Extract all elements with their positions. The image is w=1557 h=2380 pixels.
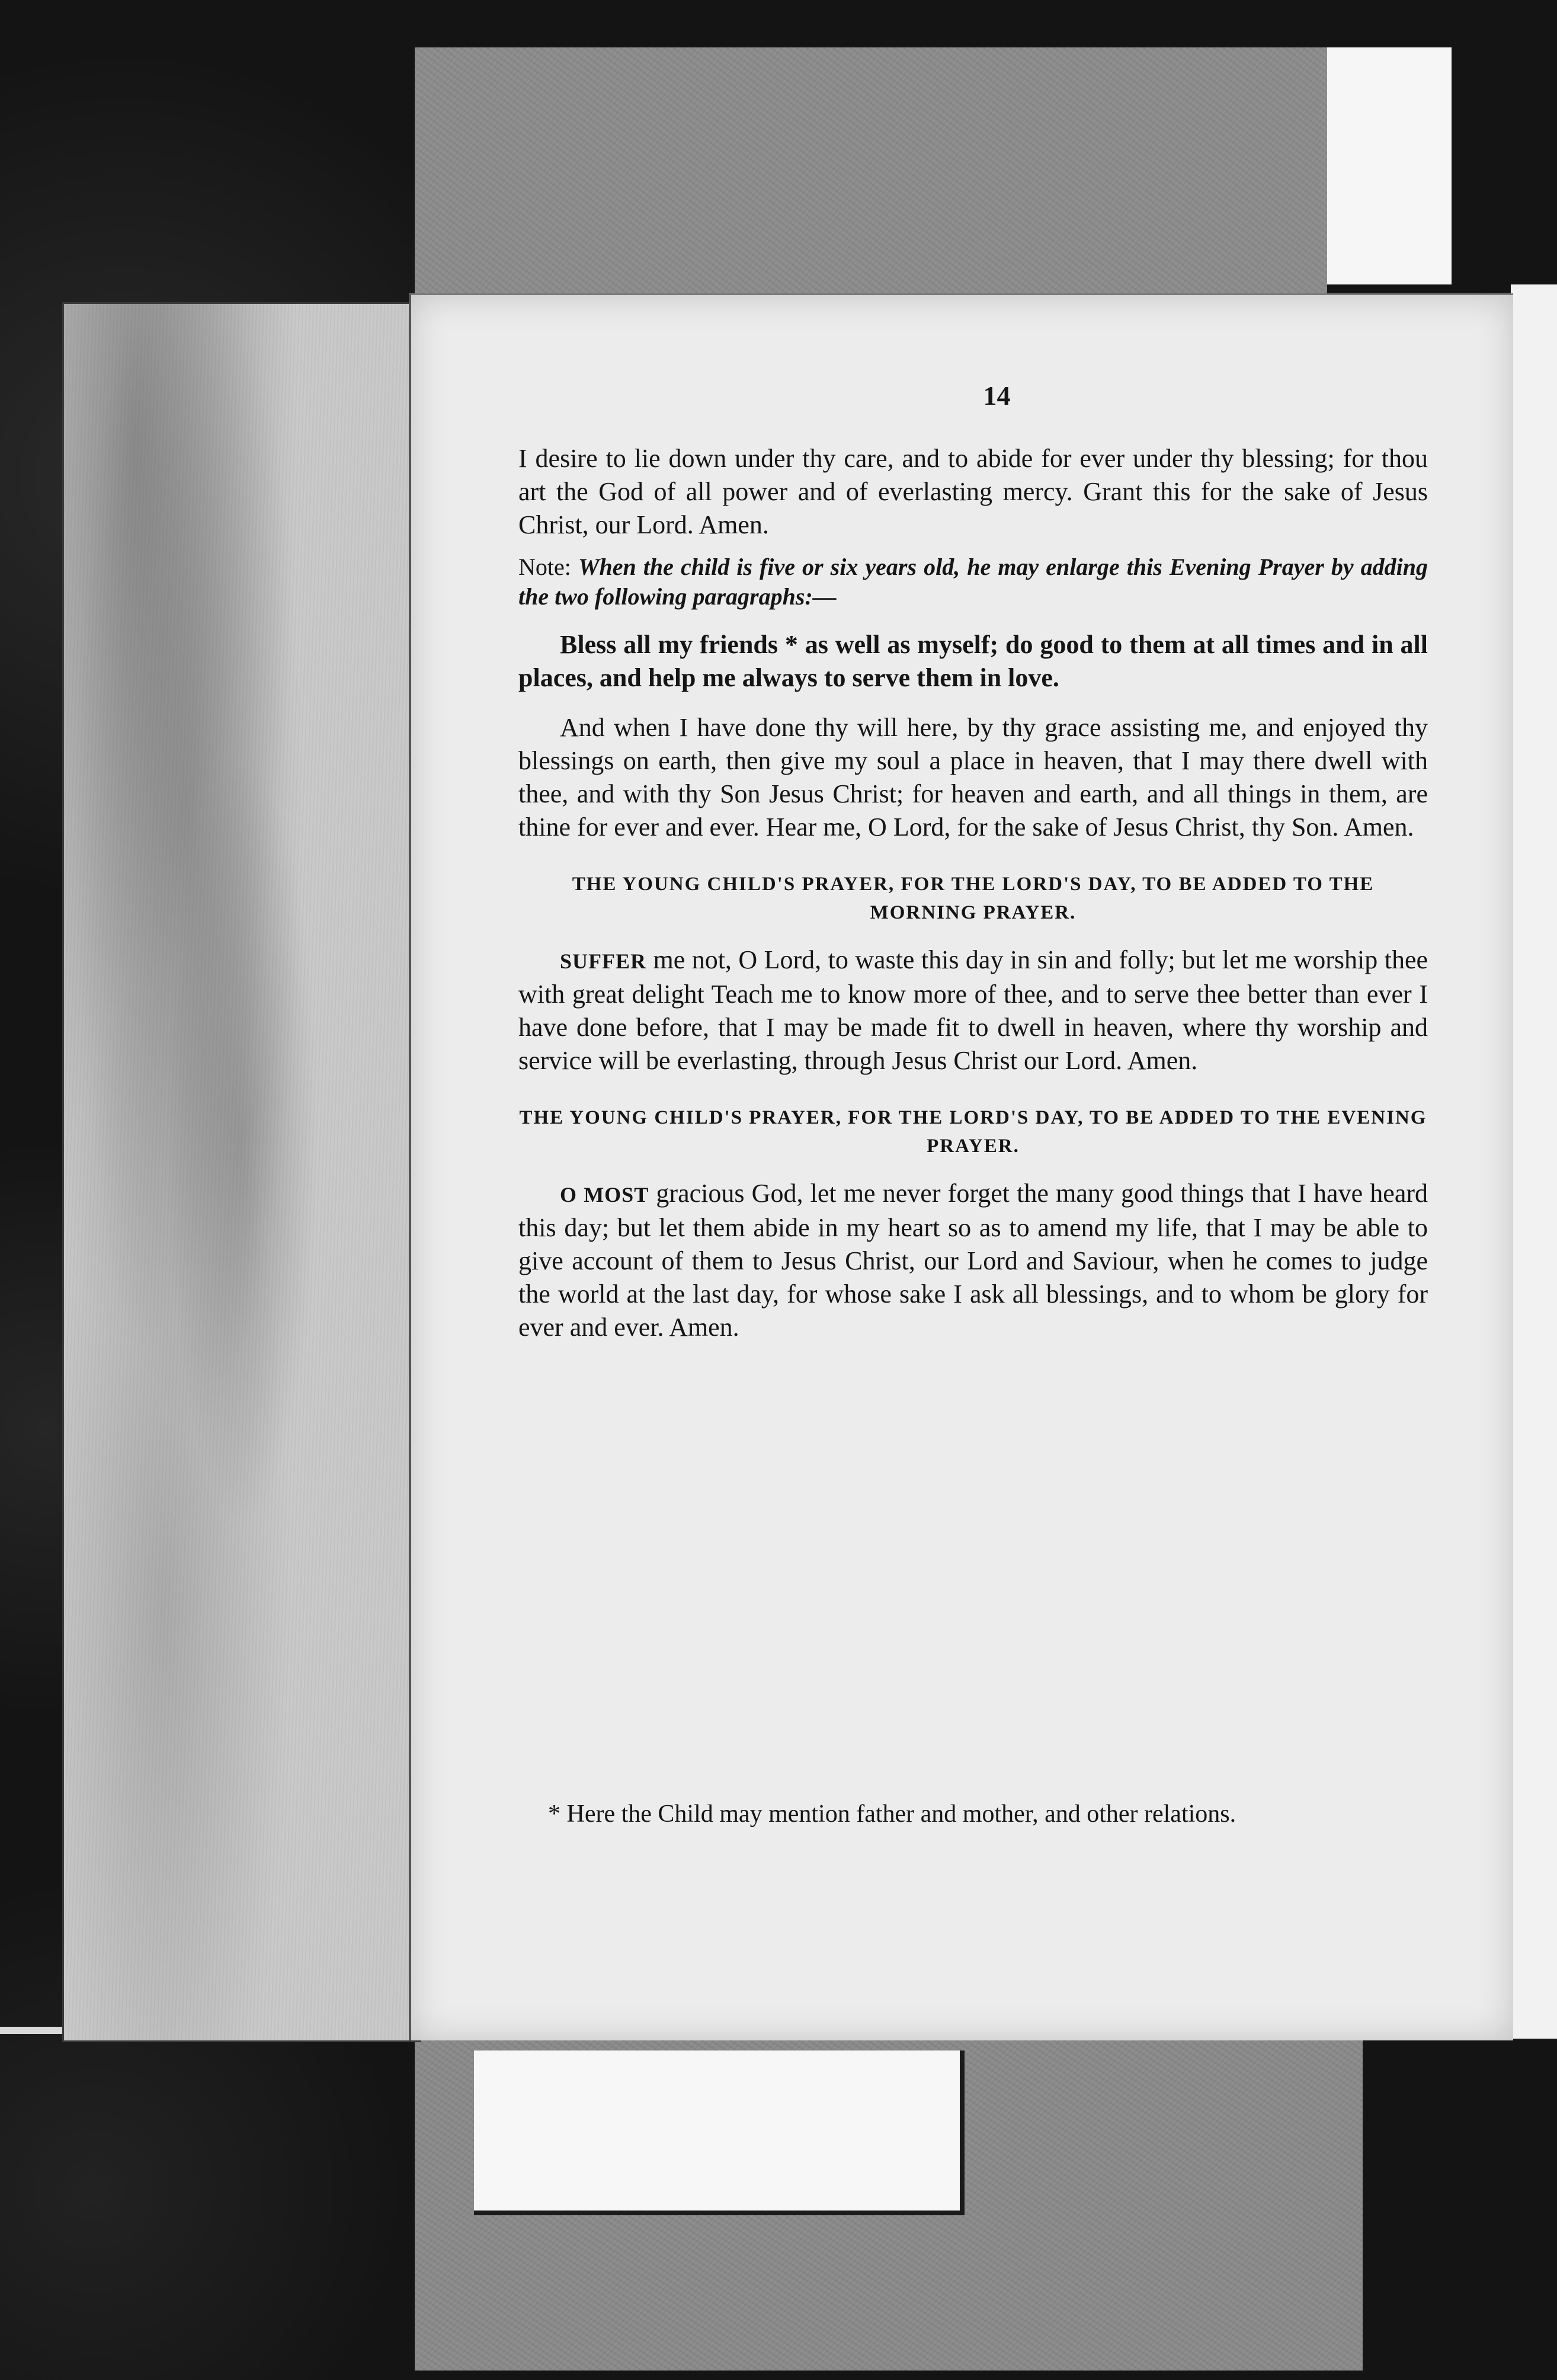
page-edge-right bbox=[1511, 284, 1557, 2039]
heading-evening-prayer: THE YOUNG CHILD'S PRAYER, FOR THE LORD'S DAY, TO BE ADDED TO THE EVENING PRAYER. bbox=[519, 1107, 1427, 1157]
page-text bbox=[518, 379, 1428, 1344]
page-number: 14 bbox=[983, 380, 1011, 411]
note-text: When the child is five or six years old, he may enlarge this Evening Prayer by adding the two following paragraphs:— bbox=[518, 554, 1428, 610]
morning-prayer-lead: SUFFER bbox=[560, 949, 647, 973]
editor-note bbox=[518, 552, 1428, 612]
opening-paragraph: I desire to lie down under thy care, and to abide for ever under thy blessing; for thou art the God of all power and of everlasting mercy. Grant this for the sake of Jesus Christ, our Lord. Amen. bbox=[518, 444, 1428, 539]
paragraph-heaven: And when I have done thy will here, by thy grace assisting me, and enjoyed thy blessings on earth, then give my soul a place in heaven, that I may there dwell with thee, and with thy Son Jesus Christ; for heaven and earth, and all things in them, are thine for ever and ever. Hear me, O Lord, for the sake of Jesus Christ, thy Son. Amen. bbox=[518, 713, 1428, 842]
evening-prayer bbox=[518, 1177, 1428, 1344]
morning-prayer bbox=[518, 943, 1428, 1077]
folded-panel-stained bbox=[62, 302, 421, 2042]
backing-board-top bbox=[415, 47, 1327, 308]
note-label: Note: bbox=[518, 554, 571, 580]
paragraph-friends: Bless all my friends * as well as myself; do good to them at all times and in all places, and help me always to serve them in love. bbox=[518, 630, 1428, 692]
morning-prayer-text: me not, O Lord, to waste this day in sin and folly; but let me worship thee with great delight Teach me to know more of thee, and to serve thee better than ever I have done before, that I may be made fit to dwell in heaven, where thy worship and service will be everlasting, through Jesus Christ our Lord. Amen. bbox=[518, 945, 1428, 1075]
paper-strip-top-right bbox=[1327, 47, 1452, 284]
evening-prayer-text: gracious God, let me never forget the many good things that I have heard this day; but let them abide in my heart so as to amend my life, that I may be able to give account of them to Jesus Christ, our Lord and Saviour, when he comes to judge the world at the last day, for whose sake I ask all blessings, and to whom be glory for ever and ever. Amen. bbox=[518, 1179, 1428, 1342]
evening-prayer-lead: O MOST bbox=[560, 1183, 649, 1207]
footnote: * Here the Child may mention father and mother, and other relations. bbox=[548, 1800, 1236, 1828]
heading-morning-prayer: THE YOUNG CHILD'S PRAYER, FOR THE LORD'S DAY, TO BE ADDED TO THE MORNING PRAYER. bbox=[572, 874, 1375, 923]
paper-block-bottom bbox=[474, 2050, 965, 2215]
